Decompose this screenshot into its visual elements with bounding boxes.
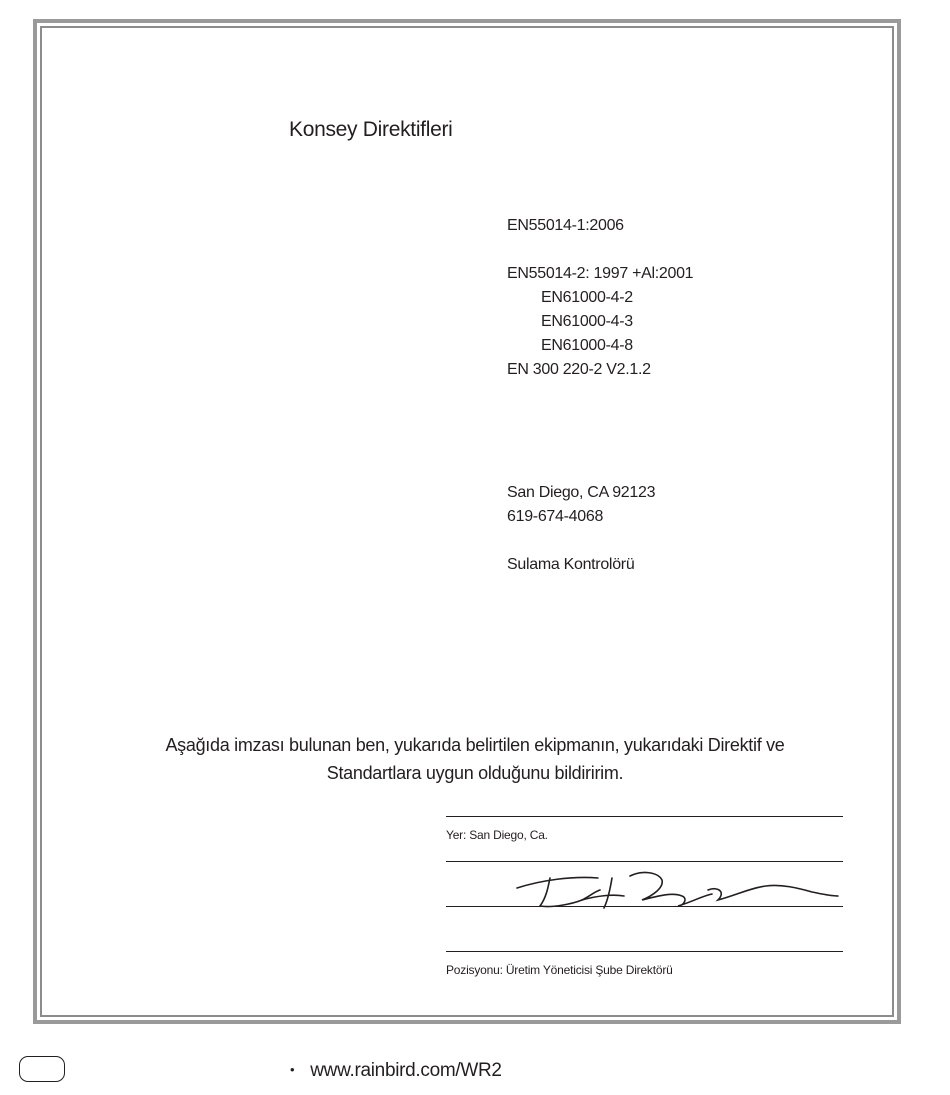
declaration-line: Aşağıda imzası bulunan ben, yukarıda belirtilen ekipmanın, yukarıdaki Direktif ve bbox=[165, 735, 785, 755]
bullet-glyph: • bbox=[290, 1062, 295, 1077]
standard-item: EN61000-4-2 bbox=[541, 289, 633, 306]
standard-item: EN55014-1:2006 bbox=[507, 217, 624, 234]
address-phone: 619-674-4068 bbox=[507, 508, 604, 525]
signature-rule bbox=[446, 861, 843, 862]
signature-rule bbox=[446, 816, 843, 817]
product-name: Sulama Kontrolörü bbox=[507, 556, 635, 573]
standard-item: EN 300 220-2 V2.1.2 bbox=[507, 361, 651, 378]
footer bbox=[290, 1060, 502, 1082]
signature-rule bbox=[446, 906, 843, 907]
list-spacer bbox=[507, 238, 693, 262]
declaration-line: Standartlara uygun olduğunu bildiririm. bbox=[326, 763, 624, 783]
standards-list bbox=[507, 214, 693, 382]
address-spacer bbox=[507, 529, 655, 553]
standard-item: EN55014-2: 1997 +Al:2001 bbox=[507, 265, 694, 282]
document-title: Konsey Direktifleri bbox=[289, 118, 453, 141]
address-block bbox=[507, 481, 655, 577]
standard-item: EN61000-4-8 bbox=[541, 337, 633, 354]
signature-rule bbox=[446, 951, 843, 952]
page-number-box bbox=[19, 1056, 65, 1082]
declaration-text bbox=[60, 731, 890, 787]
footer-url[interactable]: www.rainbird.com/WR2 bbox=[310, 1060, 502, 1081]
place-label: Yer: San Diego, Ca. bbox=[446, 828, 548, 842]
standard-item: EN61000-4-3 bbox=[541, 313, 633, 330]
position-label: Pozisyonu: Üretim Yöneticisi Şube Direktörü bbox=[446, 963, 673, 977]
address-city: San Diego, CA 92123 bbox=[507, 484, 656, 501]
